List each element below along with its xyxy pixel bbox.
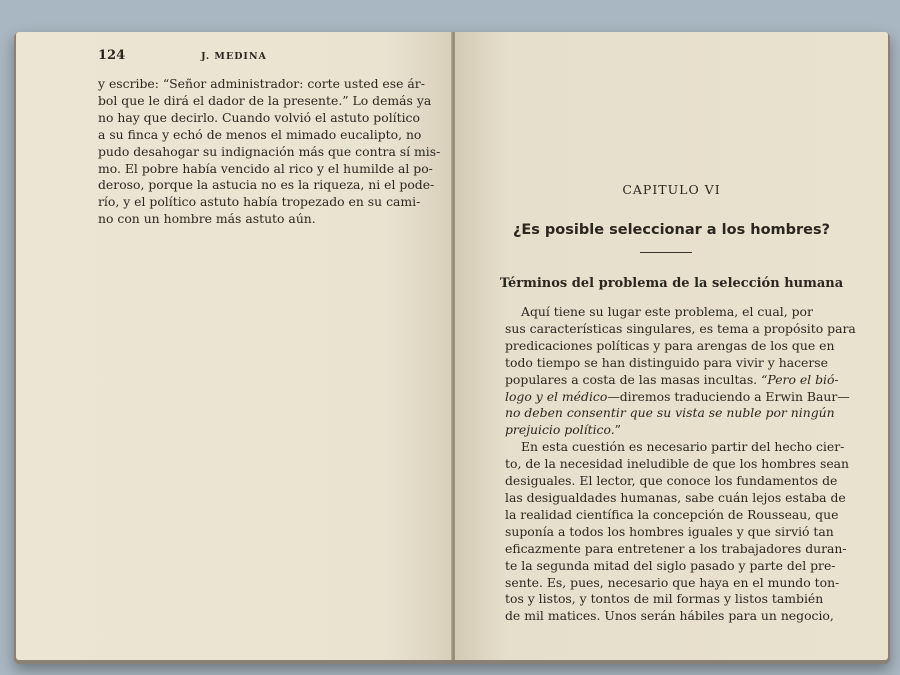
text-line — [505, 405, 835, 422]
text-line: deroso, porque la astucia no es la riqueza, ni el pode- — [98, 177, 435, 193]
title-divider — [640, 252, 692, 253]
text-line: desiguales. El lector, que conoce los fundamentos de — [505, 473, 838, 489]
text-line: y escribe: “Señor administrador: corte usted ese ár- — [98, 76, 425, 91]
text-line: pudo desahogar su indignación más que contra sí mis- — [98, 143, 441, 159]
text-line — [505, 371, 839, 389]
text-line: a su finca y echó de menos el mimado eucalipto, no — [98, 126, 422, 142]
text-line: Aquí tiene su lugar este problema, el cual, por — [521, 304, 813, 319]
text-line: la realidad científica la concepción de Rousseau, que — [505, 506, 839, 522]
open-book — [14, 32, 890, 664]
text-segment: ” — [614, 422, 621, 438]
italic-quote: logo y el médico — [505, 388, 608, 404]
text-line: no con un hombre más astuto aún. — [98, 211, 316, 227]
left-page — [16, 32, 452, 660]
italic-quote: prejuicio político. — [505, 422, 615, 438]
text-line: te la segunda mitad del siglo pasado y parte del pre- — [505, 557, 836, 573]
text-line: mo. El pobre había vencido al rico y el humilde al po- — [98, 160, 433, 176]
chapter-label: CAPITULO VI — [622, 182, 721, 197]
text-line: río, y el político astuto había tropezado en su cami- — [98, 194, 421, 210]
left-page-text — [98, 76, 441, 228]
text-line: to, de la necesidad ineludible de que los hombres sean — [505, 456, 850, 472]
right-page — [455, 32, 888, 660]
text-segment: populares a costa de las masas incultas. — [505, 371, 758, 387]
right-page-text — [505, 304, 856, 625]
text-line: predicaciones políticas y para arengas de los que en — [505, 337, 835, 353]
text-line — [505, 422, 830, 439]
italic-quote: no deben consentir que su vista se nuble por ningún — [505, 405, 835, 421]
running-head: J. MEDINA — [201, 51, 267, 62]
text-line: todo tiempo se han distinguido para vivir y hacerse — [505, 354, 828, 370]
text-line: eficazmente para entretener a los trabajadores duran- — [505, 540, 847, 556]
text-line: En esta cuestión es necesario partir del hecho cier- — [521, 439, 845, 455]
text-line: sente. Es, pues, necesario que haya en el mundo ton- — [505, 574, 840, 590]
text-line: las desigualdades humanas, sabe cuán lejos estaba de — [505, 489, 846, 505]
section-heading: Términos del problema de la selección humana — [499, 276, 844, 291]
text-line: bol que le dirá el dador de la presente.” Lo demás ya — [98, 92, 432, 108]
text-line: de mil matices. Unos serán hábiles para un negocio, — [505, 608, 834, 624]
chapter-title: ¿Es posible seleccionar a los hombres? — [512, 222, 831, 238]
text-line — [505, 388, 850, 406]
text-segment: —diremos traduciendo a Erwin Baur— — [607, 388, 850, 404]
text-line: suponía a todos los hombres iguales y que sirvió tan — [505, 523, 834, 539]
text-line: sus características singulares, es tema a propósito para — [505, 320, 856, 336]
page-number: 124 — [98, 48, 126, 63]
italic-quote: “Pero el bió- — [761, 371, 839, 387]
text-line: tos y listos, y tontos de mil formas y listos también — [505, 591, 824, 607]
text-line: no hay que decirlo. Cuando volvió el astuto político — [98, 109, 420, 125]
